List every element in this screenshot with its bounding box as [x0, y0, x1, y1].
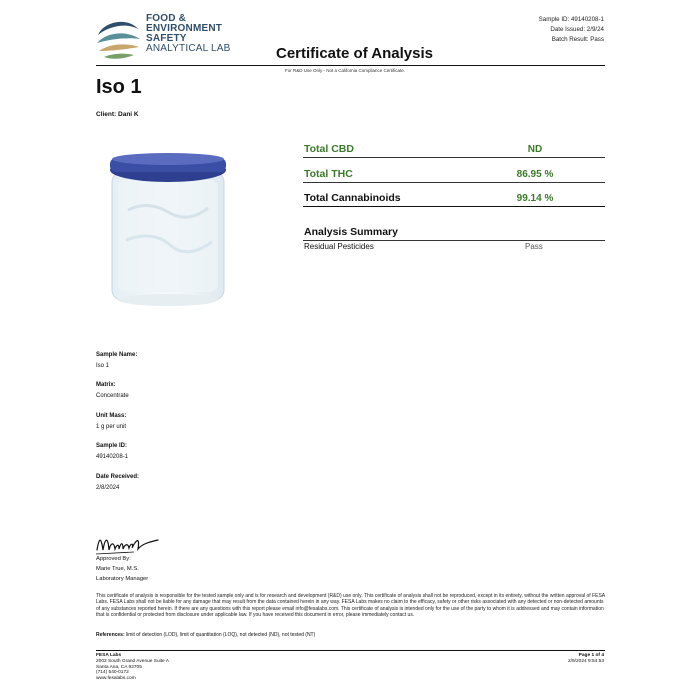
info-label: Sample ID:: [96, 443, 128, 449]
footer-divider: [96, 650, 605, 651]
client-name: Client: Dani K: [96, 111, 139, 118]
header-meta: [539, 15, 604, 45]
result-row-total-cannabinoids: [303, 188, 605, 207]
summary-divider: [303, 240, 605, 241]
footer-address-line: Santa Ana, CA 92705: [96, 664, 142, 670]
logo-line: FOOD &: [146, 13, 187, 24]
info-value: 2/8/2024: [96, 485, 120, 491]
footer-address: [96, 653, 169, 682]
approver-name: Marie True, M.S.: [96, 566, 139, 572]
header-divider: [96, 65, 605, 66]
result-value: ND: [527, 144, 543, 155]
info-label: Sample Name:: [96, 352, 138, 358]
result-label: Total CBD: [304, 143, 354, 155]
footer-phone: (714) 540-0172: [96, 670, 129, 676]
references-text: limit of detection (LOD), limit of quantitation (LOQ), not detected (ND), not tested (NT): [124, 632, 316, 638]
result-label: Total Cannabinoids: [304, 192, 401, 204]
rd-disclaimer: For R&D Use Only - Not a California Compliance Certificate.: [285, 68, 406, 73]
summary-item-label: Residual Pesticides: [304, 242, 374, 251]
references-label: References:: [96, 632, 125, 638]
date-issued-line: Date Issued: 2/9/24: [550, 26, 604, 33]
approved-by-label: Approved By:: [96, 556, 131, 562]
sample-title: Iso 1: [96, 76, 142, 98]
approver-role: Laboratory Manager: [96, 576, 149, 582]
signature-image: [94, 530, 164, 556]
info-value: 49140208-1: [96, 454, 129, 460]
logo-line: ANALYTICAL LAB: [146, 43, 231, 54]
result-row-total-cbd: [303, 139, 605, 158]
result-label: Total THC: [304, 168, 353, 180]
logo-line: ENVIRONMENT: [146, 23, 223, 34]
certificate-title: Certificate of Analysis: [276, 45, 433, 62]
logo-line: SAFETY: [146, 33, 187, 44]
product-jar-image: [108, 150, 228, 310]
footer-timestamp: 2/9/2024 9:54:53: [567, 658, 604, 664]
info-label: Matrix:: [96, 382, 116, 388]
info-value: 1 g per unit: [96, 424, 127, 430]
sample-id-line: Sample ID: 49140208-1: [538, 16, 604, 23]
legal-disclaimer: This certificate of analysis is responsible for the tested sample only and is for research and development (R&D) use only. This certificate of analysis shall not be reproduced, except in its entirety, without the written approval of FESA Labs. FESA Labs shall not be liable for any damage that may result from the data contained herein in any way. FESA Labs makes no claim to the efficacy, safety or other risks associated with any detected or non-detected amounts of any substances reported herein. If there are any questions with this report please email info@fesalabs.com. This certificate of analysis is intended only for the use of the party to whom it is addressed and may contain information that is confidential or protected from disclosure under applicable law. If you have received this document in error, please immediately contact us.: [96, 593, 605, 619]
info-value: Iso 1: [96, 363, 110, 369]
page-number: Page 1 of 4: [578, 653, 604, 658]
info-label: Date Received:: [96, 474, 140, 480]
result-value: 86.95 %: [516, 169, 554, 180]
lab-logo-text: [146, 14, 231, 54]
footer-website: www.fesalabs.com: [96, 676, 136, 682]
footer-address-line: 2002 South Grand Avenue Suite A: [96, 658, 169, 664]
analysis-summary-title: Analysis Summary: [304, 226, 398, 238]
references: [96, 632, 315, 638]
info-label: Unit Mass:: [96, 413, 127, 419]
batch-result-line: Batch Result: Pass: [551, 36, 604, 43]
info-value: Concentrate: [96, 393, 129, 399]
footer-company: FESA Labs: [96, 653, 122, 658]
result-value: 99.14 %: [516, 193, 554, 204]
result-row-total-thc: [303, 164, 605, 183]
footer-page-info: [568, 653, 604, 665]
summary-item-value: Pass: [525, 242, 543, 251]
